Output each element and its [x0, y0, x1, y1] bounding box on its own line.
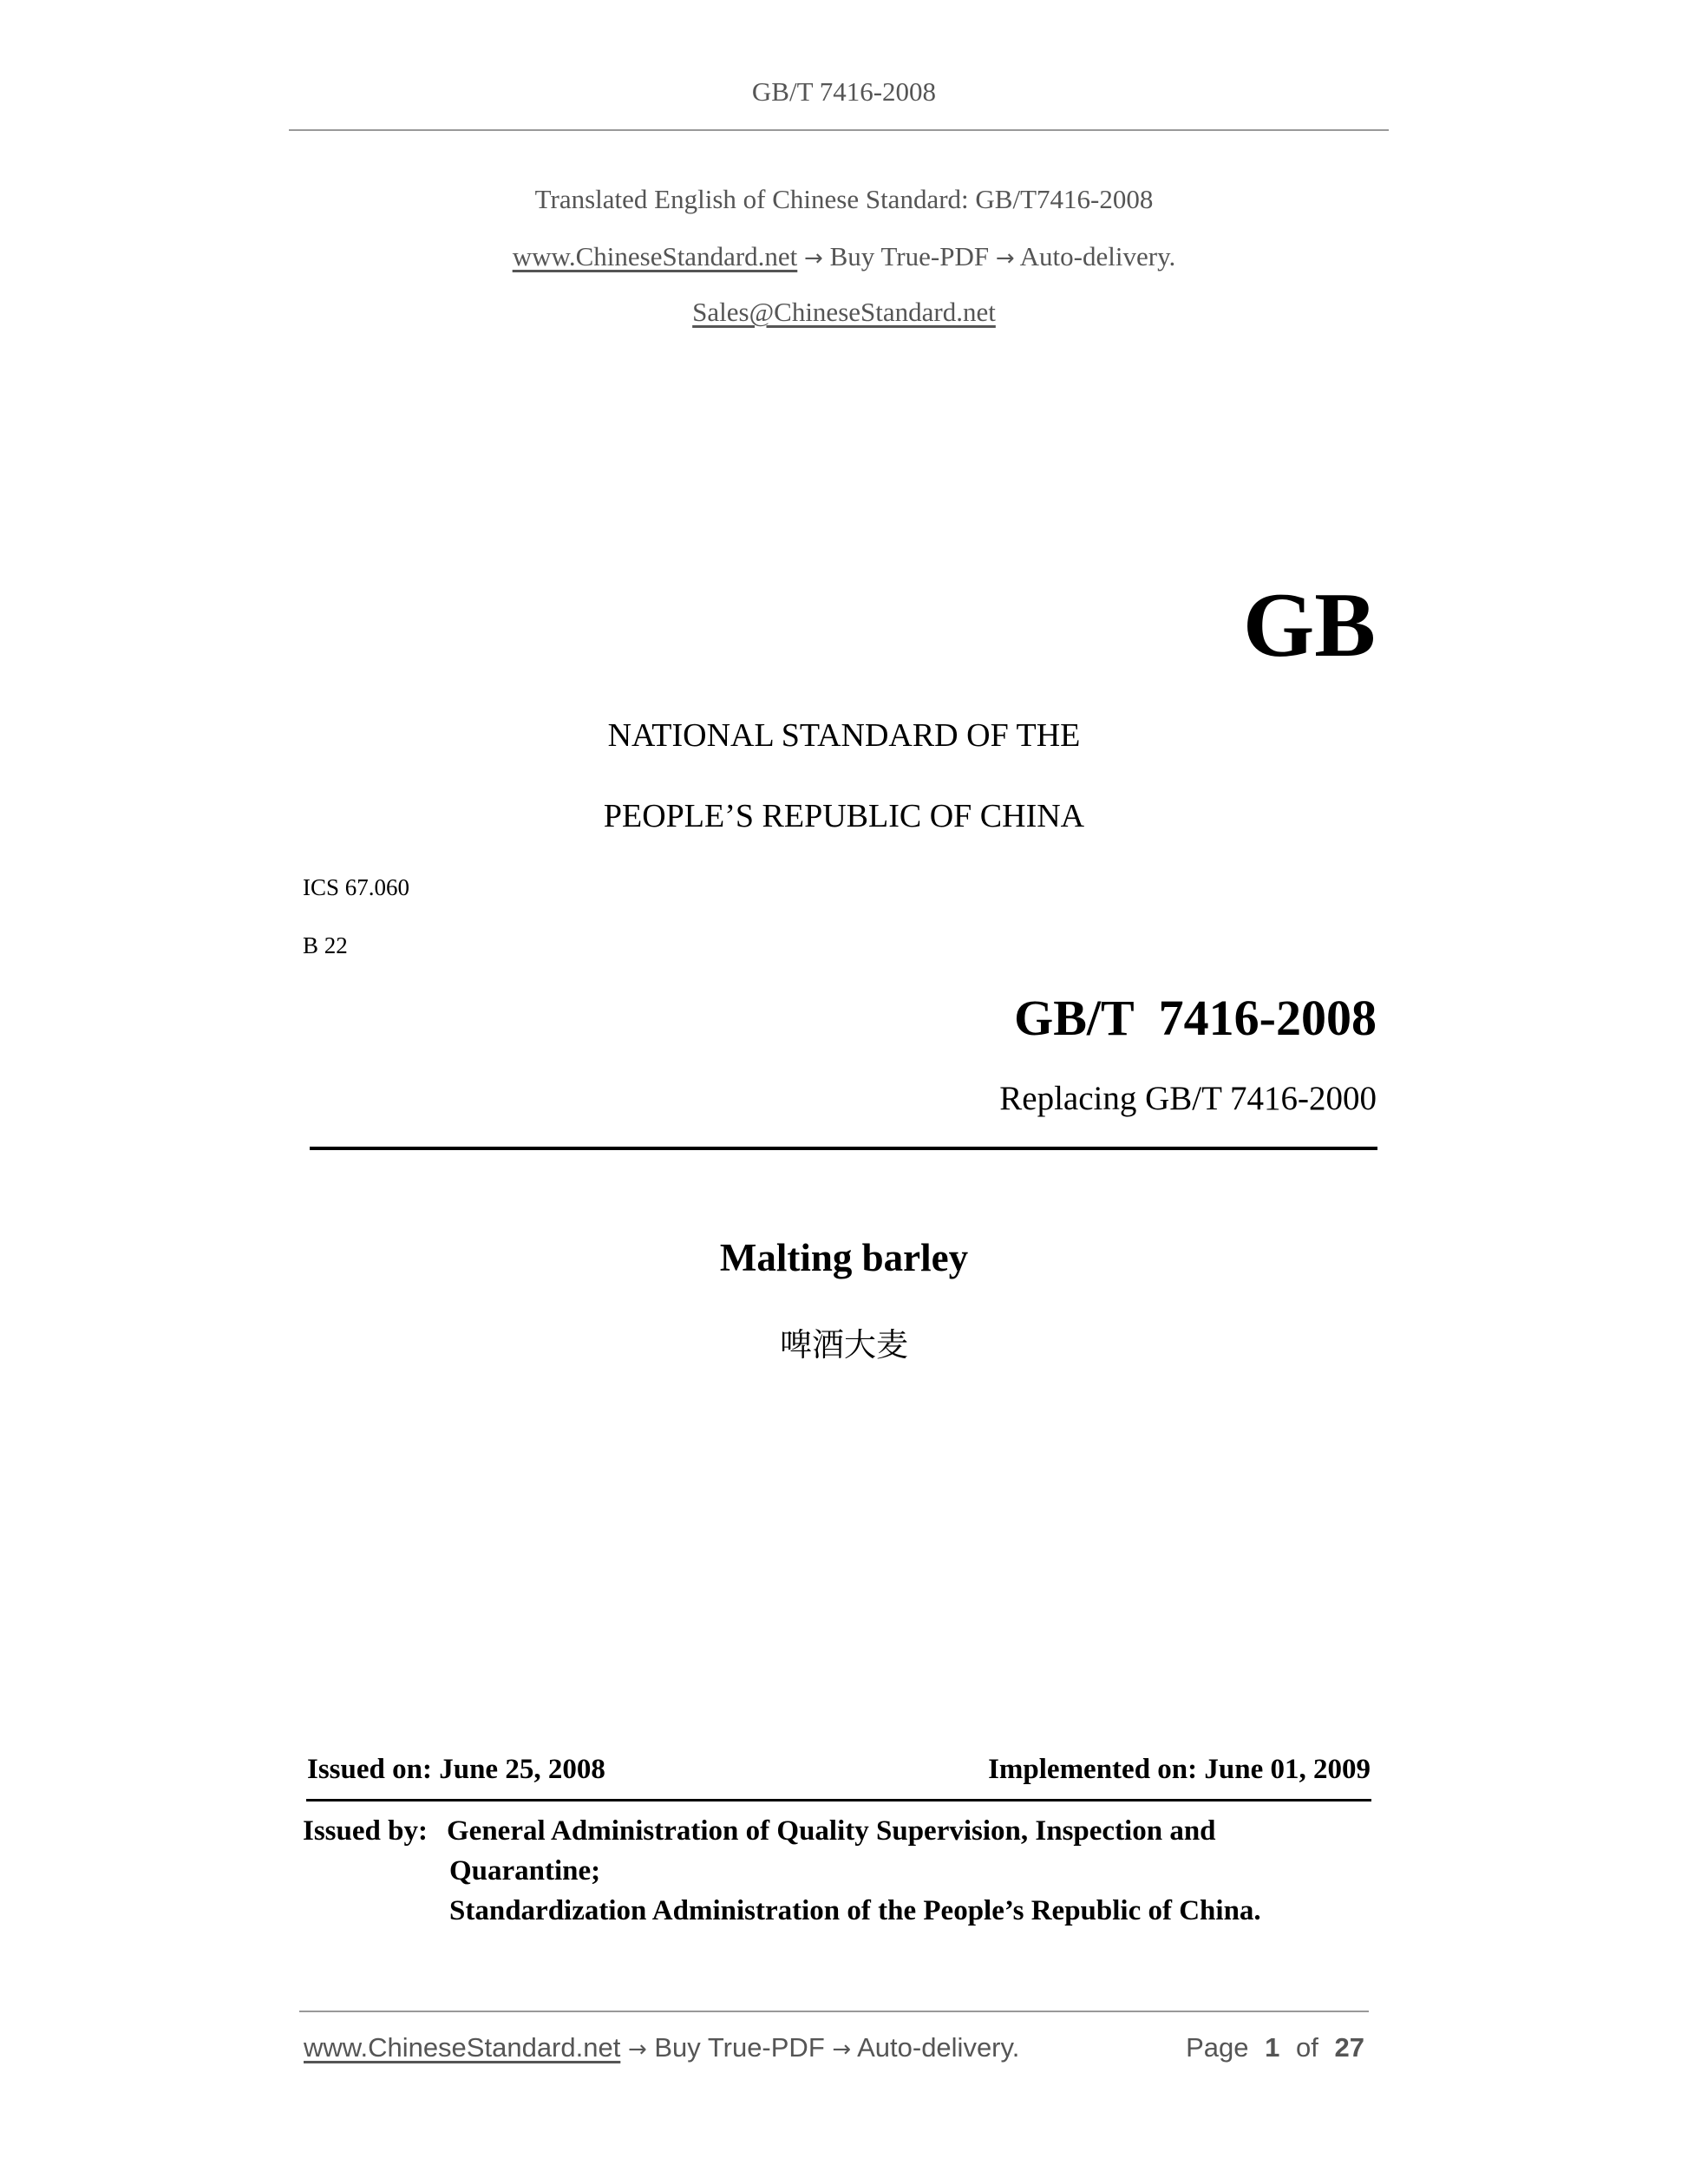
ics-code: ICS 67.060 — [303, 874, 410, 900]
footer-buy-text: Buy True-PDF — [654, 2032, 825, 2063]
dates-divider — [306, 1799, 1371, 1801]
of-label: of — [1296, 2032, 1318, 2063]
website-link[interactable]: www.ChineseStandard.net — [512, 241, 798, 271]
national-standard-line2: PEOPLE’S REPUBLIC OF CHINA — [603, 798, 1085, 834]
purchase-line — [0, 241, 1688, 272]
classification-code: B 22 — [303, 932, 348, 958]
replacing-standard: Replacing GB/T 7416-2000 — [999, 1080, 1377, 1117]
arrow-right-icon: → — [627, 2037, 647, 2063]
arrow-right-icon: → — [832, 2037, 852, 2063]
delivery-text: Auto-delivery. — [1019, 241, 1176, 271]
standard-number: GB/T 7416-2008 — [1014, 990, 1377, 1046]
email-link[interactable]: Sales@ChineseStandard.net — [692, 297, 996, 327]
issued-on: Issued on: June 25, 2008 — [307, 1754, 605, 1785]
gb-mark: GB — [1242, 574, 1376, 676]
title-zh: 啤酒大麦 — [780, 1326, 908, 1363]
title-en: Malting barley — [719, 1236, 969, 1279]
running-header: GB/T 7416-2008 — [751, 76, 937, 107]
page-indicator — [1186, 2032, 1364, 2063]
title-divider — [310, 1147, 1377, 1150]
issued-by-label: Issued by: — [303, 1815, 428, 1847]
footer-delivery-text: Auto-delivery. — [857, 2032, 1020, 2063]
footer-website-link[interactable]: www.ChineseStandard.net — [304, 2032, 621, 2063]
email-line — [0, 297, 1688, 328]
arrow-right-icon: → — [804, 245, 823, 271]
header-divider — [289, 129, 1389, 131]
issued-by-line2: Quarantine; — [449, 1855, 601, 1886]
buy-text: Buy True-PDF — [829, 241, 990, 271]
issued-by-line3: Standardization Administration of the People’s Republic of China. — [449, 1895, 1261, 1926]
footer-divider — [299, 2011, 1369, 2012]
page-current: 1 — [1265, 2032, 1280, 2063]
translated-line: Translated English of Chinese Standard: GB/T7416-2008 — [534, 184, 1154, 214]
page-total: 27 — [1334, 2032, 1364, 2063]
arrow-right-icon: → — [995, 245, 1015, 271]
implemented-on: Implemented on: June 01, 2009 — [988, 1754, 1371, 1785]
page-label: Page — [1186, 2032, 1249, 2063]
national-standard-line1: NATIONAL STANDARD OF THE — [607, 717, 1081, 754]
issued-by-line1: General Administration of Quality Supervision, Inspection and — [447, 1815, 1216, 1847]
footer-purchase-line — [304, 2032, 1019, 2063]
